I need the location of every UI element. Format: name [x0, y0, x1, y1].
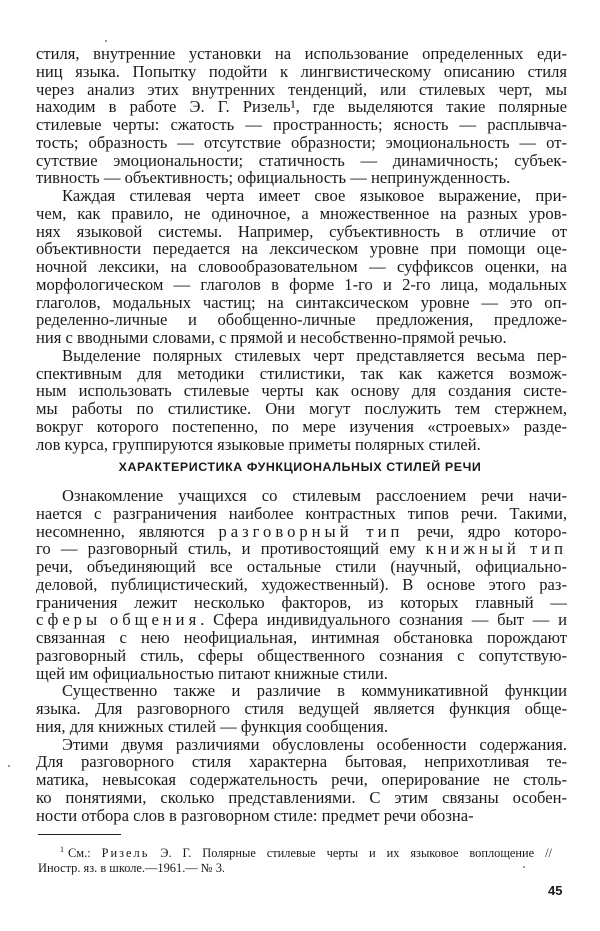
text-line: объективности передается на лексическом уровне при помощи оце- [36, 239, 567, 259]
paragraph [36, 347, 567, 454]
text-line: стиля, внутренние установки на использование определенных еди- [36, 44, 567, 63]
text-line: матика, невысокая содержательность речи, оперирование не столь- [36, 770, 567, 789]
paragraph [36, 682, 567, 735]
text-line: Для разговорного стиля характерна бытовая, неприхотливая те- [36, 752, 567, 772]
emphasized-term: книжный [425, 539, 520, 559]
text-line: разговорный стиль, сферы общественного сознания с сопутствую- [36, 645, 567, 665]
footnote-line: $^1$ См.: Ризель Э. Г. Полярные стилевые черты и их языковое воплощение // [60, 845, 552, 860]
text-line: мы работы по стилистике. Они могут послужить тем стержнем, [36, 399, 567, 418]
text-line: языка. Для разговорного стиля ведущей является функция обще- [36, 699, 567, 718]
text-line: щей им официальностью питают книжные стили. [36, 663, 388, 683]
footnote [38, 842, 552, 876]
text-line: Каждая стилевая черта имеет свое языковое выражение, при- [62, 186, 567, 205]
emphasized-term: сферы [36, 610, 102, 630]
text-line: нается с разграничения наиболее контрастных типов речи. Такими, [36, 503, 567, 523]
text-line: нях языковой системы. Например, субъективность в отличие от [36, 221, 567, 241]
text-line: ределенно-личные и обобщенно-личные предложения, предложе- [36, 310, 567, 330]
paragraph [36, 487, 567, 682]
text-line: деловой, публицистический, художественный). В основе этого раз- [36, 574, 567, 594]
text-line: спективным для методики стилистики, так как кажется возмож- [36, 363, 567, 383]
text-line: Этими двумя различиями обусловлены особенности содержания. [62, 734, 567, 754]
text-line: речи, объединяющий все остальные стили (научный, официально- [36, 557, 567, 576]
text-line: ния с вводными словами, с прямой и несобственно-прямой речью. [36, 328, 507, 347]
text-line: граничения лежит несколько факторов, из которых главный — [36, 592, 567, 612]
text-line: несомненно, являются разговорный тип речи, ядро которо- [36, 521, 567, 541]
text-line: сферы общения. Сфера индивидуального сознания — быт — и [36, 610, 567, 630]
text-line: ночной лексики, на словообразовательном — суффиксов оценки, на [36, 257, 567, 276]
scan-speck [105, 40, 107, 42]
text-line: чем, как правило, не одиночное, а множественное на разных уров- [36, 203, 567, 223]
emphasized-term: общения [109, 610, 201, 630]
paragraph [36, 187, 567, 347]
emphasized-term: тип [366, 521, 404, 541]
text-line: ности отбора слов в разговорном стиле: предмет речи обозна- [36, 805, 474, 825]
text-line: тивность — объективность; официальность — непринужденность. [36, 168, 511, 188]
page-number: 45 [548, 883, 563, 898]
emphasized-term: тип [529, 539, 567, 559]
text-line: тость; образность — отсутствие образности; эмоциональность — от- [36, 132, 567, 152]
paragraph [36, 45, 567, 187]
text-line: сутствие эмоциональности; статичность — динамичность; субъек- [36, 150, 567, 170]
footnote-line: Иностр. яз. в школе.—1961.— № 3. [38, 861, 225, 875]
text-line: лов курса, группируются языковые приметы полярных стилей. [36, 434, 481, 454]
text-line: ным использовать стилевые черты как основу для создания систе- [36, 381, 567, 401]
text-line: связанная с нею неофициальная, интимная обстановка порождают [36, 628, 567, 647]
section-functional-styles-text [36, 487, 567, 824]
paragraph [36, 736, 567, 825]
text-line: вокруг которого постепенно, по мере изучения «строевых» разде- [36, 416, 567, 436]
text-line: стилевые черты: сжатость — пространность; ясность — расплывча- [36, 115, 567, 134]
text-line: ко понятиями, сколько представлениями. С этим связаны особен- [36, 787, 567, 807]
text-line: Ознакомление учащихся со стилевым расслоением речи начи- [62, 486, 567, 505]
text-line: го — разговорный стиль, и противостоящий ему книжный тип [36, 539, 567, 559]
text-line: через анализ этих внутренних тенденций, или стилевых черт, мы [36, 79, 567, 99]
text-line: ниц языка. Попытку подойти к лингвистическому описанию стиля [36, 61, 567, 81]
text-line: находим в работе Э. Г. Ризель¹, где выделяются такие полярные [36, 97, 567, 117]
section-heading: ХАРАКТЕРИСТИКА ФУНКЦИОНАЛЬНЫХ СТИЛЕЙ РЕЧИ [118, 460, 482, 474]
footnote-divider [38, 834, 121, 835]
scan-speck [8, 765, 10, 767]
text-line: морфологическом — глаголов в форме 1-го и 2-го лица, модальных [36, 274, 567, 294]
text-line: глаголов, модальных частиц; на синтаксическом уровне — это оп- [36, 292, 567, 312]
footnote-author: Ризель [101, 846, 150, 860]
emphasized-term: разговорный [218, 521, 353, 541]
text-line: ния, для книжных стилей — функция сообщения. [36, 716, 389, 736]
text-line: Существенно также и различие в коммуникативной функции [62, 681, 567, 701]
section-intro-text [36, 45, 567, 453]
footnote-marker: 1 [60, 845, 64, 854]
text-line: Выделение полярных стилевых черт представляется весьма пер- [62, 345, 567, 365]
